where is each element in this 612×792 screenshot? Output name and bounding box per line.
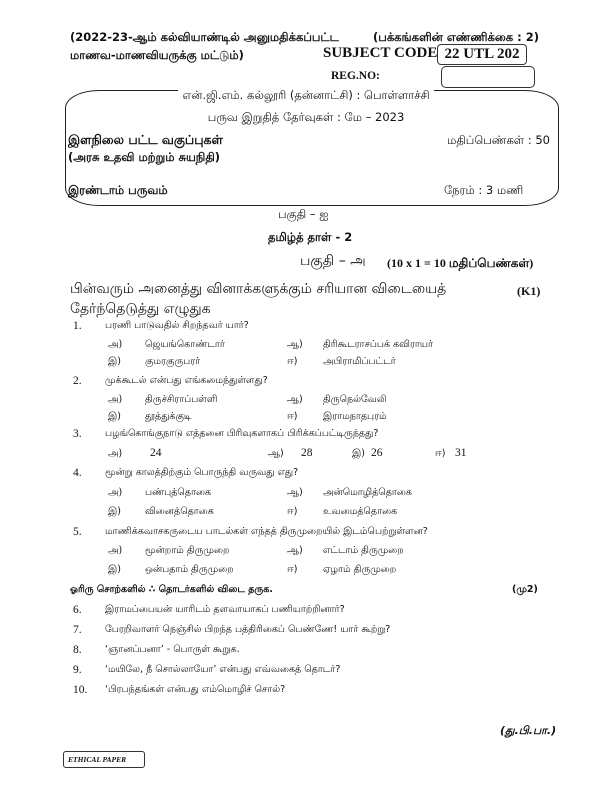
option-text: ஒன்பதாம் திருமுறை <box>145 564 234 575</box>
option-text: 28 <box>301 447 313 459</box>
option-label: அ) <box>108 339 123 350</box>
instruction-line1: பின்வரும் அனைத்து வினாக்களுக்கும் சரியான விடையைத் <box>70 281 447 297</box>
college-name-text: என்.ஜி.எம். கல்லூரி (தன்னாட்சி) : பொள்ளாச்சி <box>178 88 433 102</box>
section-a-title: பகுதி – அ <box>300 253 366 269</box>
option-text: ஏழாம் திருமுறை <box>323 564 397 575</box>
question-text: ‘பிரபந்தங்கள் என்பது எம்மொழிச் சொல்? <box>105 684 286 695</box>
option-text: திரிகூடராசப்பக் கவிராயர் <box>323 339 433 350</box>
question-number: 3. <box>73 428 82 440</box>
option-text: எட்டாம் திருமுறை <box>323 545 404 556</box>
question-text: முக்கூடல் என்பது எங்கமைந்துள்ளது? <box>105 375 268 386</box>
option-text: 26 <box>371 447 383 459</box>
option-label: இ) <box>108 356 121 367</box>
option-label: ஆ) <box>268 448 284 459</box>
option-text: குமரகுருபரர் <box>145 356 201 367</box>
option-label: அ) <box>108 487 123 498</box>
exam-duration: நேரம் : 3 மணி <box>444 183 524 197</box>
question-text: ‘ஞானப்பனா’ - பொருள் கூறுக. <box>105 644 240 655</box>
admission-note-cont: மாணவ-மாணவியருக்கு மட்டும்) <box>70 48 244 62</box>
option-label: இ) <box>108 411 121 422</box>
question-number: 4. <box>73 467 82 479</box>
option-text: 24 <box>150 447 162 459</box>
reg-no-label: REG.NO: <box>331 70 380 82</box>
option-label: இ) <box>108 506 121 517</box>
question-number: 2. <box>73 375 82 387</box>
college-name <box>0 88 612 104</box>
programme: இளநிலை பட்ட வகுப்புகள் <box>68 132 223 147</box>
question-number: 10. <box>73 684 88 696</box>
max-marks: மதிப்பெண்கள் : 50 <box>447 133 550 147</box>
option-label: ஆ) <box>287 394 303 405</box>
option-label: ஈ) <box>287 564 298 575</box>
question-text: பழங்கொங்குநாடு எத்தனை பிரிவுகளாகப் பிரிக்கப்பட்டிருந்தது? <box>105 428 379 439</box>
option-label: ஈ) <box>287 506 298 517</box>
part-title: பகுதி – ஐ <box>278 207 329 221</box>
option-text: அன்மொழித்தொகை <box>323 487 412 498</box>
subject-code: 22 UTL 202 <box>444 46 520 62</box>
option-text: தூத்துக்குடி <box>145 411 192 422</box>
option-label: ஈ) <box>287 411 298 422</box>
question-text: பரணி பாடுவதில் சிறந்தவர் யார்? <box>105 320 249 331</box>
question-number: 5. <box>73 526 82 538</box>
option-text: திருநெல்வேலி <box>323 394 387 405</box>
reg-no-field[interactable] <box>441 66 535 88</box>
page-count: (பக்கங்களின் எண்ணிக்கை : 2) <box>373 30 539 44</box>
semester: இரண்டாம் பருவம் <box>68 183 168 197</box>
option-text: இராமநாதபுரம் <box>323 411 387 422</box>
option-text: திருச்சிராப்பள்ளி <box>145 394 218 405</box>
knowledge-level: (K1) <box>517 284 541 298</box>
subject-code-label: SUBJECT CODE <box>323 45 438 61</box>
question-number: 9. <box>73 664 82 676</box>
ethical-paper-text: ETHICAL PAPER <box>68 755 127 764</box>
question-number: 8. <box>73 644 82 656</box>
option-label: அ) <box>108 448 123 459</box>
stream: (அரசு உதவி மற்றும் சுயநிதி) <box>68 150 221 164</box>
option-label: ஆ) <box>287 487 303 498</box>
question-number: 1. <box>73 320 82 332</box>
short-section-title: ஓரிரு சொற்களில் ∴ தொடர்களில் விடை தருக. <box>70 584 273 595</box>
question-text: இராமப்பையன் யாரிடம் தளவாயாகப் பணியாற்றினார்? <box>105 604 345 615</box>
question-number: 6. <box>73 604 82 616</box>
option-label: ஆ) <box>287 339 303 350</box>
option-text: மூன்றாம் திருமுறை <box>145 545 230 556</box>
question-text: ‘மயிலே, நீ சொல்லாயோ’ என்பது எவ்வகைத் தொடர்? <box>105 664 341 675</box>
option-label: ஈ) <box>287 356 298 367</box>
option-text: வினைத்தொகை <box>145 506 214 517</box>
question-text: மூன்று காலத்திற்கும் பொருந்தி வருவது எது? <box>105 467 299 478</box>
question-text: மாணிக்கவாசகருடைய பாடல்கள் எந்தத் திருமுறையில் இடம்பெற்றுள்ளன? <box>105 526 428 537</box>
section-a-marks: (10 x 1 = 10 மதிப்பெண்கள்) <box>387 256 534 270</box>
option-text: அபிராமிப்பட்டர் <box>323 356 396 367</box>
question-number: 7. <box>73 624 82 636</box>
option-text: பண்புத்தொகை <box>145 487 212 498</box>
option-label: அ) <box>108 394 123 405</box>
option-label: அ) <box>108 545 123 556</box>
ethical-paper-stamp <box>63 751 145 768</box>
instruction-line2: தேர்ந்தெடுத்து எழுதுக <box>70 301 211 317</box>
short-section-marks: (மு2) <box>512 584 538 595</box>
please-turn-over: (து.பி.பா.) <box>500 724 557 737</box>
paper-title: தமிழ்த் தாள் - 2 <box>268 230 353 244</box>
option-label: இ) <box>108 564 121 575</box>
option-text: உவமைத்தொகை <box>323 506 398 517</box>
option-text: ஜெயங்கொண்டார் <box>145 339 225 350</box>
option-text: 31 <box>455 447 467 459</box>
question-text: பேரறிவாளர் நெஞ்சில் பிறந்த பத்திரிகைப் பெண்ணே! யார் கூற்று? <box>105 624 391 635</box>
option-label: இ) <box>352 448 365 459</box>
option-label: ஆ) <box>287 545 303 556</box>
exam-title: பருவ இறுதித் தேர்வுகள் : மே – 2023 <box>207 110 405 124</box>
option-label: ஈ) <box>435 448 446 459</box>
subject-code-box <box>437 44 527 65</box>
admission-note: (2022-23-ஆம் கல்வியாண்டில் அனுமதிக்கப்பட்ட <box>70 30 339 44</box>
